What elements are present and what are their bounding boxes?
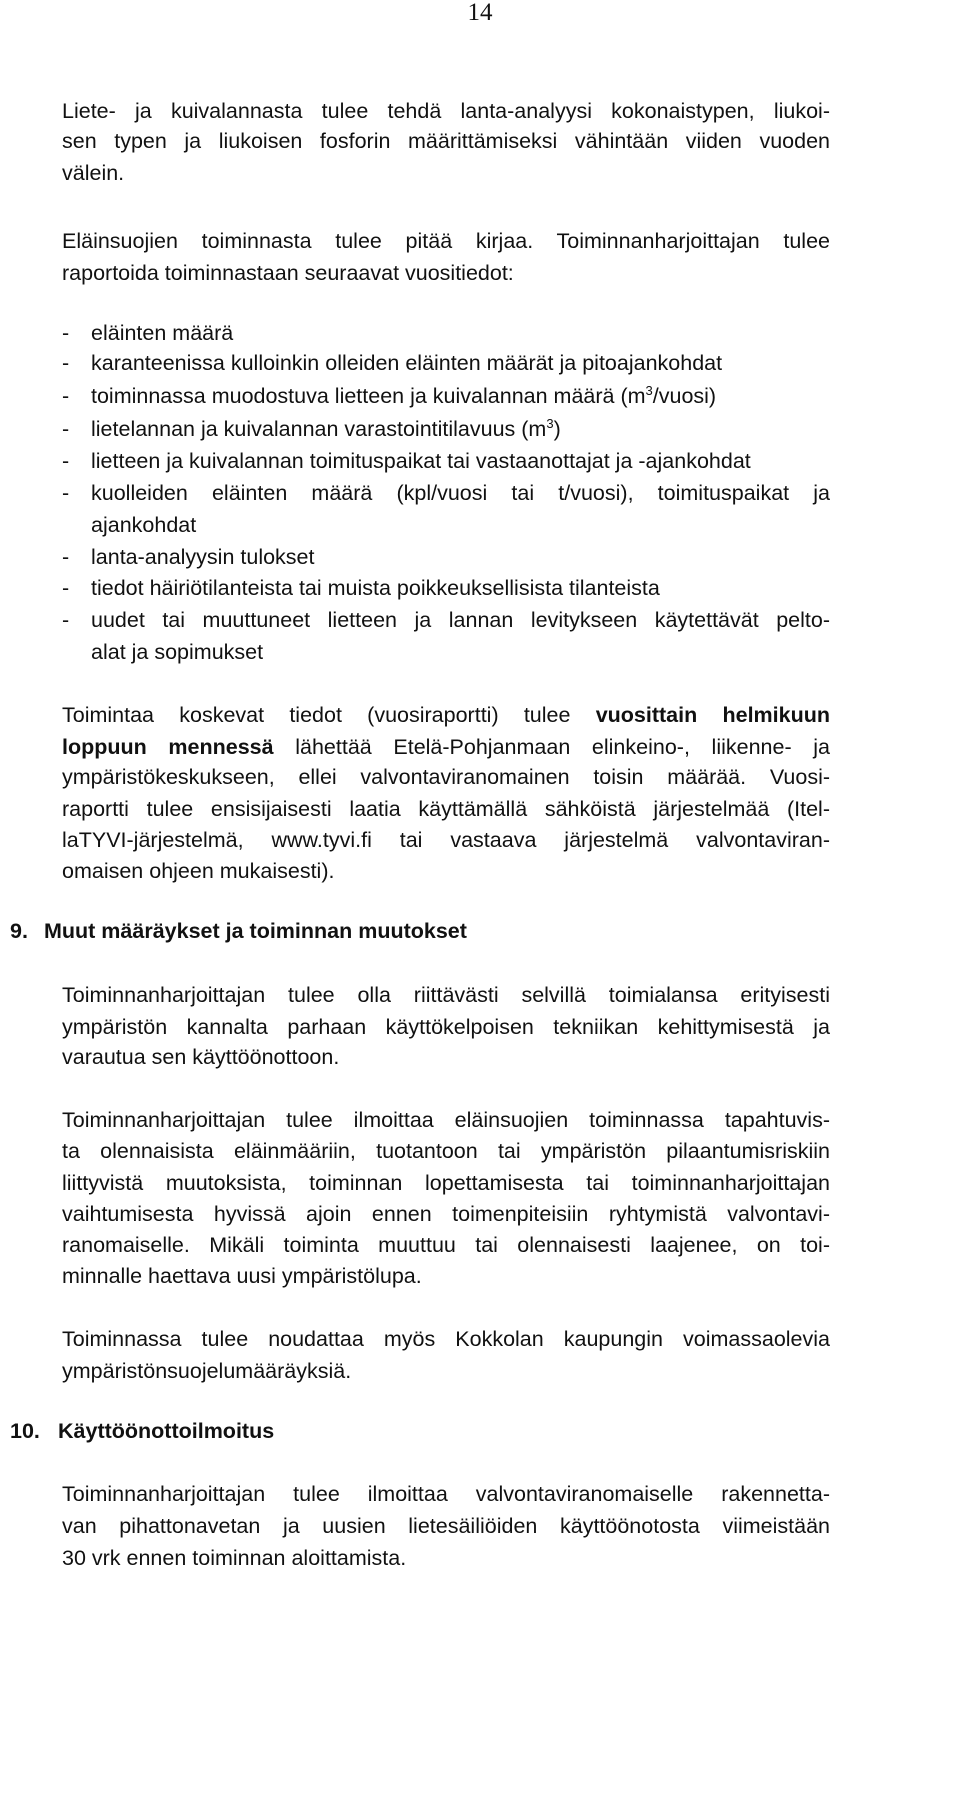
list-item: karanteenissa kulloinkin olleiden eläinten määrät ja pitoajankohdat: [91, 351, 723, 375]
paragraph-line: raportoida toiminnastaan seuraavat vuositiedot:: [62, 261, 514, 285]
paragraph-line: varautua sen käyttöönottoon.: [62, 1045, 340, 1069]
paragraph-line: van pihattonavetan ja uusien lietesäiliöiden käyttöönotosta viimeistään: [62, 1514, 830, 1538]
paragraph-line: Toiminnanharjoittajan tulee olla riittävästi selvillä toimialansa erityisesti: [62, 983, 830, 1007]
text-run: lähettää Etelä-Pohjanmaan elinkeino-, liikenne- ja: [273, 735, 830, 759]
list-item: lietteen ja kuivalannan toimituspaikat tai vastaanottajat ja -ajankohdat: [91, 449, 751, 473]
list-item-text: /vuosi): [652, 384, 717, 408]
paragraph-line: Toiminnanharjoittajan tulee ilmoittaa valvontaviranomaiselle rakennetta-: [62, 1482, 830, 1506]
paragraph-line: sen typen ja liukoisen fosforin määrittämiseksi vähintään viiden vuoden: [62, 129, 830, 153]
paragraph-line: [62, 705, 830, 727]
list-item-text: lietelannan ja kuivalannan varastointitilavuus (m: [91, 417, 547, 441]
paragraph-line: Eläinsuojien toiminnasta tulee pitää kirjaa. Toiminnanharjoittajan tulee: [62, 229, 830, 253]
list-dash: -: [62, 576, 70, 600]
paragraph-line: 30 vrk ennen toiminnan aloittamista.: [62, 1546, 407, 1570]
emphasis-text: vuosittain helmikuun: [595, 703, 830, 727]
text-run: Toimintaa koskevat tiedot (vuosiraportti) tulee: [62, 703, 596, 727]
section-number: 9.: [10, 919, 28, 943]
list-dash: -: [62, 417, 70, 441]
list-item: alat ja sopimukset: [91, 640, 264, 664]
list-item: kuolleiden eläinten määrä (kpl/vuosi tai t/vuosi), toimituspaikat ja: [91, 481, 830, 505]
superscript: 3: [645, 383, 653, 398]
paragraph-line: Liete- ja kuivalannasta tulee tehdä lanta-analyysi kokonaistypen, liukoi-: [62, 99, 830, 123]
paragraph-line: Toiminnanharjoittajan tulee ilmoittaa eläinsuojien toiminnassa tapahtuvis-: [62, 1108, 830, 1132]
paragraph-line: ta olennaisista eläinmääriin, tuotantoon tai ympäristön pilaantumisriskiin: [62, 1139, 830, 1163]
list-dash: -: [62, 321, 70, 345]
emphasis-text: loppuun mennessä: [62, 735, 274, 759]
list-item-text: ): [553, 417, 561, 441]
list-item-text: toiminnassa muodostuva lietteen ja kuivalannan määrä (m: [91, 384, 646, 408]
paragraph-line: ympäristökeskukseen, ellei valvontaviranomainen toisin määrää. Vuosi-: [62, 765, 830, 789]
paragraph-line: ympäristönsuojelumääräyksiä.: [62, 1359, 352, 1383]
section-heading: Muut määräykset ja toiminnan muutokset: [44, 919, 467, 943]
paragraph-line: [62, 737, 830, 759]
page-number: 14: [467, 0, 493, 26]
list-dash: -: [62, 351, 70, 375]
section-heading: Käyttöönottoilmoitus: [58, 1419, 275, 1443]
list-dash: -: [62, 545, 70, 569]
paragraph-line: liittyvistä muutoksista, toiminnan lopettamisesta tai toiminnanharjoittajan: [62, 1171, 830, 1195]
paragraph-line: laTYVI-järjestelmä, www.tyvi.fi tai vastaava järjestelmä valvontaviran-: [62, 828, 830, 852]
list-item: ajankohdat: [91, 513, 197, 537]
list-dash: -: [62, 608, 70, 632]
list-dash: -: [62, 384, 70, 408]
paragraph-line: ranomaiselle. Mikäli toiminta muuttuu tai olennaisesti laajenee, on toi-: [62, 1233, 830, 1257]
list-item: lanta-analyysin tulokset: [91, 545, 315, 569]
list-item: [91, 383, 717, 408]
paragraph-line: raportti tulee ensisijaisesti laatia käyttämällä sähköistä järjestelmää (Itel-: [62, 797, 830, 821]
paragraph-line: minnalle haettava uusi ympäristölupa.: [62, 1264, 422, 1288]
paragraph-line: Toiminnassa tulee noudattaa myös Kokkolan kaupungin voimassaolevia: [62, 1327, 830, 1351]
list-item: [91, 416, 561, 441]
paragraph-line: välein.: [62, 161, 125, 185]
list-dash: -: [62, 449, 70, 473]
list-dash: -: [62, 481, 70, 505]
list-item: uudet tai muuttuneet lietteen ja lannan levitykseen käytettävät pelto-: [91, 608, 830, 632]
paragraph-line: ympäristön kannalta parhaan käyttökelpoisen tekniikan kehittymisestä ja: [62, 1015, 830, 1039]
section-number: 10.: [10, 1419, 40, 1443]
paragraph-line: omaisen ohjeen mukaisesti).: [62, 859, 335, 883]
list-item: tiedot häiriötilanteista tai muista poikkeuksellisista tilanteista: [91, 576, 660, 600]
list-item: eläinten määrä: [91, 321, 234, 345]
superscript: 3: [546, 416, 554, 431]
paragraph-line: vaihtumisesta hyvissä ajoin ennen toimenpiteisiin ryhtymistä valvontavi-: [62, 1202, 830, 1226]
